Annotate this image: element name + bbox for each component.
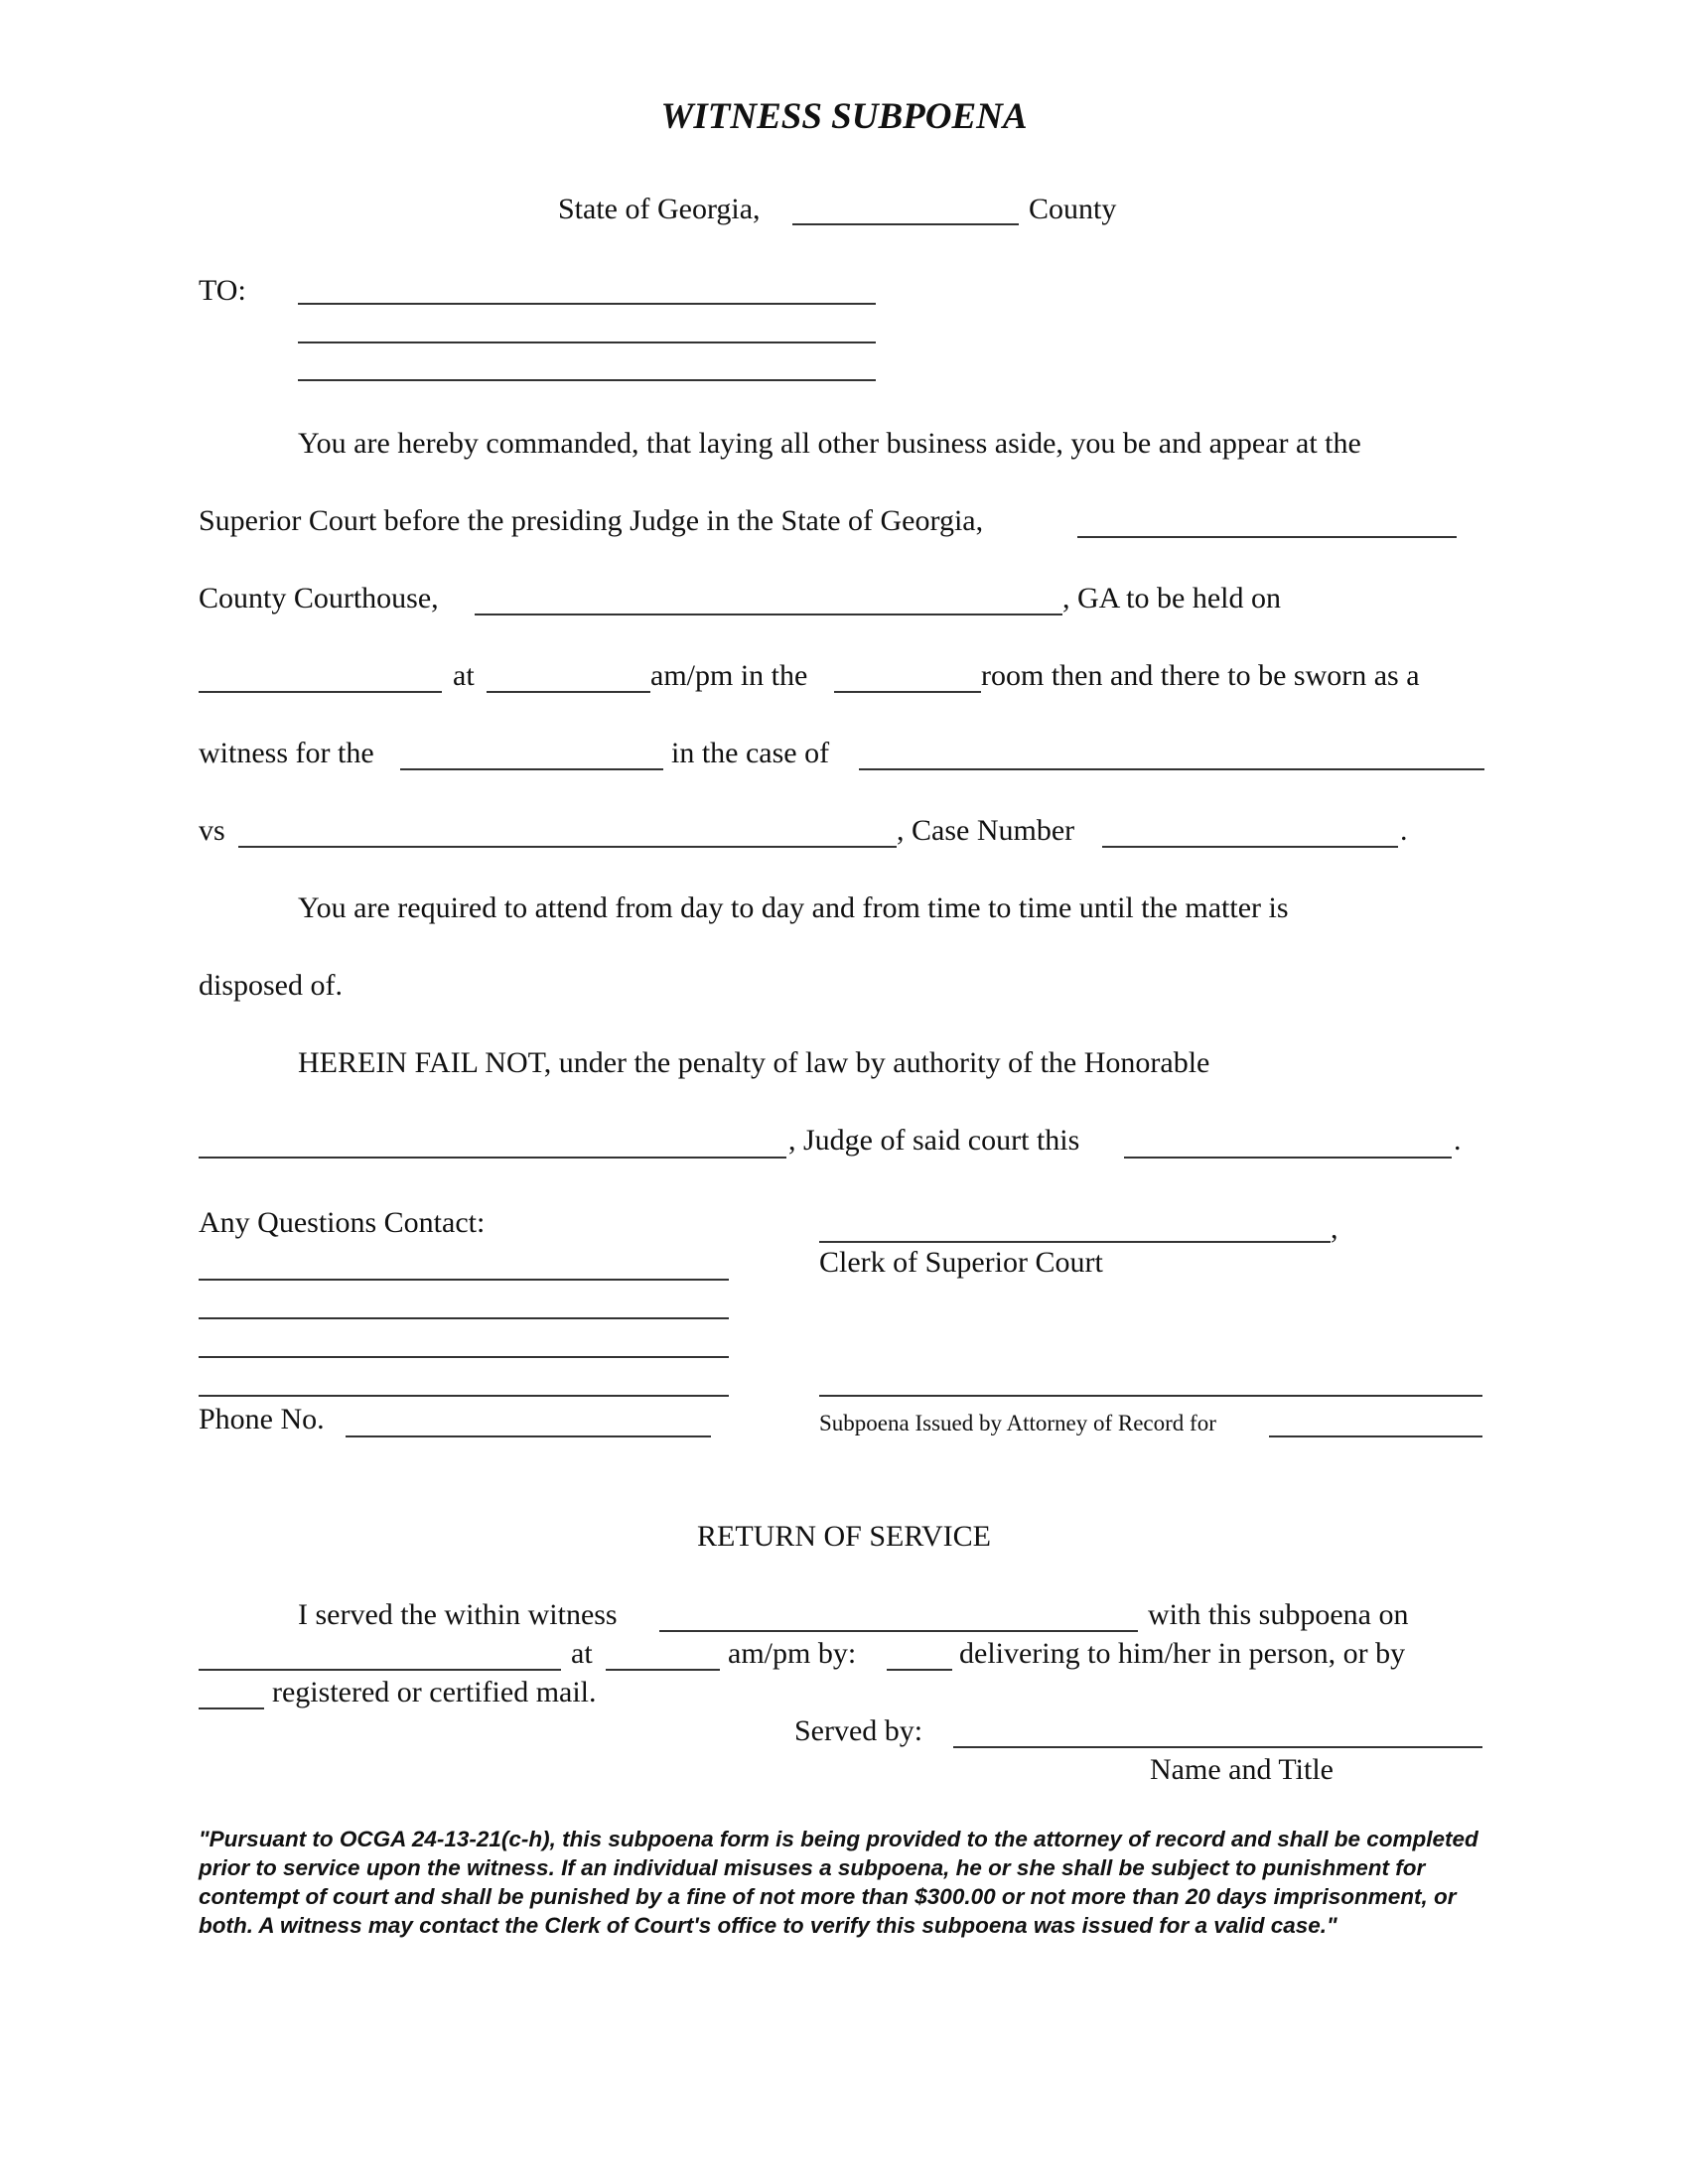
- defendant-field[interactable]: [238, 846, 897, 848]
- body-para2-line1: You are required to attend from day to day and from time to time until the matter is: [298, 891, 1289, 924]
- contact-line-1[interactable]: [199, 1279, 729, 1281]
- phone-field[interactable]: [346, 1435, 711, 1437]
- service-ampm-label: am/pm by:: [728, 1637, 857, 1670]
- county-field[interactable]: [792, 223, 1019, 225]
- room-field[interactable]: [834, 691, 981, 693]
- county-courthouse-field[interactable]: [1077, 536, 1457, 538]
- judge-period: .: [1454, 1124, 1462, 1157]
- phone-label: Phone No.: [199, 1403, 325, 1435]
- case-number-period: .: [1400, 814, 1408, 847]
- to-field-line-3[interactable]: [298, 379, 876, 381]
- served-witness-label: I served the within witness: [298, 1598, 618, 1631]
- courthouse-city-field[interactable]: [475, 614, 1062, 615]
- body-para1-line3b: , GA to be held on: [1062, 582, 1281, 614]
- body-para1-line1: You are hereby commanded, that laying all other business aside, you be and appear at the: [298, 427, 1361, 460]
- to-field-line-1[interactable]: [298, 303, 876, 305]
- plaintiff-field[interactable]: [859, 768, 1484, 770]
- state-label: State of Georgia,: [558, 193, 761, 225]
- hearing-time-field[interactable]: [487, 691, 650, 693]
- contact-line-4[interactable]: [199, 1395, 729, 1397]
- legal-notice: "Pursuant to OCGA 24-13-21(c-h), this subpoena form is being provided to the attorney of record and shall be completed prior to service upon the witness. If an individual misuses a subpoena, he or she shall be subject to punishment for contempt of court and shall be punished by a fine of not more than $300.00 or not more than 20 days imprisonment, or both. A witness may contact the Clerk of Court's office to verify this subpoena was issued for a valid case.": [199, 1827, 1478, 1938]
- at-label: at: [453, 659, 475, 692]
- registered-mail-label: registered or certified mail.: [272, 1676, 597, 1708]
- ampm-label: am/pm in the: [650, 659, 808, 692]
- clerk-label: Clerk of Superior Court: [819, 1246, 1103, 1279]
- served-witness-field[interactable]: [659, 1630, 1138, 1632]
- vs-label: vs: [199, 814, 225, 847]
- service-time-field[interactable]: [606, 1669, 720, 1671]
- to-field-line-2[interactable]: [298, 341, 876, 343]
- body-para1-line2: Superior Court before the presiding Judge in the State of Georgia,: [199, 504, 984, 537]
- issue-date-field[interactable]: [1124, 1157, 1452, 1159]
- delivering-label: delivering to him/her in person, or by: [959, 1637, 1406, 1670]
- witness-for-label: witness for the: [199, 737, 374, 769]
- clerk-comma: ,: [1331, 1212, 1338, 1245]
- case-number-field[interactable]: [1102, 846, 1398, 848]
- body-para1-line3a: County Courthouse,: [199, 582, 439, 614]
- contact-line-3[interactable]: [199, 1356, 729, 1358]
- mail-checkbox[interactable]: [199, 1707, 264, 1709]
- served-by-label: Served by:: [794, 1714, 923, 1747]
- document-title: WITNESS SUBPOENA: [660, 96, 1028, 137]
- to-label: TO:: [199, 274, 246, 307]
- judge-name-field[interactable]: [199, 1157, 786, 1159]
- body-para2-line2: disposed of.: [199, 969, 343, 1002]
- clerk-name-field[interactable]: [819, 1241, 1331, 1243]
- case-number-label: , Case Number: [897, 814, 1075, 847]
- county-label: County: [1029, 193, 1117, 225]
- judge-label: , Judge of said court this: [788, 1124, 1080, 1157]
- service-date-field[interactable]: [199, 1669, 561, 1671]
- room-label: room then and there to be sworn as a: [981, 659, 1420, 692]
- in-person-checkbox[interactable]: [887, 1669, 952, 1671]
- served-by-field[interactable]: [953, 1746, 1482, 1748]
- with-subpoena-label: with this subpoena on: [1148, 1598, 1409, 1631]
- contact-line-2[interactable]: [199, 1317, 729, 1319]
- witness-for-field[interactable]: [400, 768, 663, 770]
- name-title-label: Name and Title: [1150, 1753, 1334, 1786]
- attorney-label: Subpoena Issued by Attorney of Record for: [819, 1411, 1216, 1435]
- body-para3-line1: HEREIN FAIL NOT, under the penalty of law by authority of the Honorable: [298, 1046, 1210, 1079]
- return-of-service-heading: RETURN OF SERVICE: [697, 1520, 991, 1553]
- case-of-label: in the case of: [671, 737, 830, 769]
- hearing-date-field[interactable]: [199, 691, 442, 693]
- service-at-label: at: [571, 1637, 593, 1670]
- contact-label: Any Questions Contact:: [199, 1206, 486, 1239]
- attorney-for-field[interactable]: [1269, 1435, 1482, 1437]
- attorney-signature-field[interactable]: [819, 1395, 1482, 1397]
